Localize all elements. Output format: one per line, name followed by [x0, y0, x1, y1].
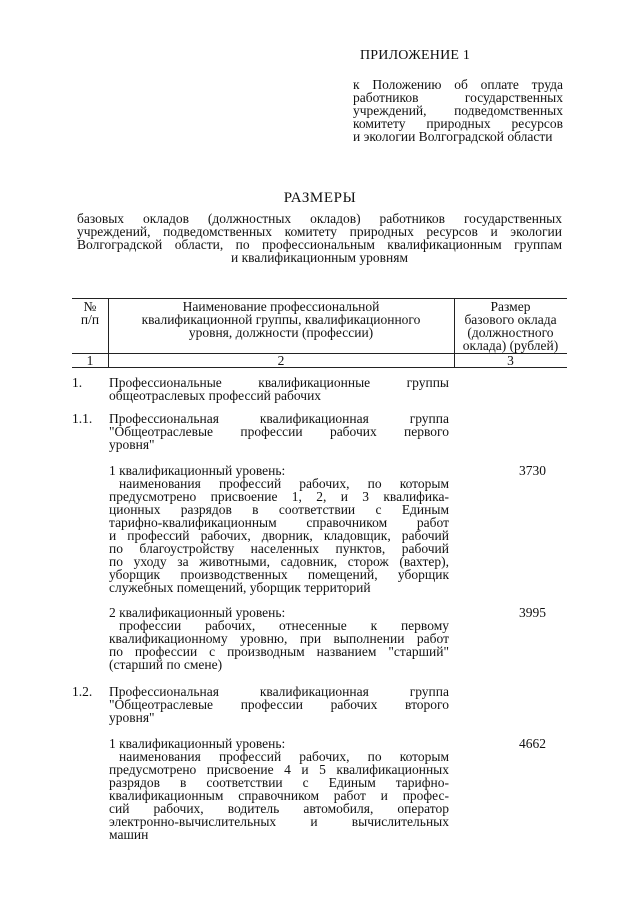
row-line: (старший по смене) — [109, 657, 223, 672]
header-salary-column — [454, 300, 567, 352]
appendix-line: к Положению об оплате труда — [353, 77, 563, 92]
appendix-title: ПРИЛОЖЕНИЕ 1 — [360, 48, 471, 63]
salary-value: 3730 — [519, 463, 546, 478]
row-line: предусмотрено присвоение 4 и 5 квалификационных — [109, 762, 449, 777]
row-line: по профессии с производным названием "старший" — [109, 644, 449, 659]
row-line: сий рабочих, водитель автомобиля, оператор — [109, 801, 449, 816]
column-number: 3 — [507, 353, 514, 368]
document-subtitle — [77, 212, 562, 264]
salary-value: 3995 — [519, 605, 546, 620]
row-line: ционных разрядов в соответствии с Единым — [109, 502, 449, 517]
row-number: 1.2. — [72, 684, 93, 699]
row-line: "Общеотраслевые профессии рабочих первого — [109, 424, 449, 439]
row-line: Профессиональная квалификационная группа — [109, 411, 449, 426]
header-text: базового оклада — [464, 312, 557, 327]
appendix-note — [353, 78, 563, 143]
header-text: квалификационной группы, квалификационного — [141, 312, 421, 327]
row-line: Профессиональная квалификационная группа — [109, 684, 449, 699]
row-line: общеотраслевых профессий рабочих — [109, 388, 322, 403]
header-name-column — [108, 300, 454, 339]
column-number: 2 — [277, 353, 285, 368]
row-line: квалификационному уровню, при выполнении работ — [109, 631, 449, 646]
appendix-line: учреждений, подведомственных — [353, 103, 563, 118]
header-text: п/п — [80, 312, 100, 327]
appendix-line: комитету природных ресурсов — [353, 116, 563, 131]
header-text: Наименование профессиональной — [182, 299, 380, 314]
qualification-level — [109, 737, 449, 841]
level-title: 2 квалификационный уровень: — [109, 605, 286, 620]
subtitle-line: и квалификационным уровням — [231, 250, 408, 265]
salary-value: 4662 — [519, 736, 546, 751]
table-bottom-border — [72, 367, 567, 368]
level-title: 1 квалификационный уровень: — [109, 736, 286, 751]
column-number: 1 — [86, 353, 94, 368]
row-line: квалификационным справочником работ и профес- — [109, 788, 449, 803]
row-line: электронно-вычислительных и вычислительных — [109, 814, 449, 829]
row-line: уборщик производственных помещений, уборщик — [109, 567, 449, 582]
level-title: 1 квалификационный уровень: — [109, 463, 286, 478]
row-line: по уходу за животными, садовник, сторож (вахтер), — [109, 554, 449, 569]
subtitle-line: Волгоградской области, по профессиональным квалификационным группам — [77, 237, 562, 252]
row-name — [109, 376, 449, 402]
header-text: оклада) (рублей) — [462, 338, 559, 353]
header-text: № — [83, 299, 97, 314]
row-line: предусмотрено присвоение 1, 2, и 3 квалифика- — [109, 489, 449, 504]
row-number: 1. — [72, 375, 83, 390]
header-text: уровня, должности (профессии) — [188, 325, 374, 340]
row-line: профессии рабочих, отнесенные к первому — [119, 618, 449, 633]
row-line: уровня" — [109, 710, 155, 725]
row-line: разрядов в соответствии с Единым тарифно- — [109, 775, 449, 790]
row-number: 1.1. — [72, 411, 93, 426]
row-line: служебных помещений, уборщик территорий — [109, 580, 371, 595]
header-text: (должностного — [467, 325, 554, 340]
row-line: машин — [109, 827, 149, 842]
row-line: наименования профессий рабочих, по которым — [119, 749, 449, 764]
row-line: и профессий рабочих, дворник, кладовщик, рабочий — [109, 528, 449, 543]
row-name — [109, 412, 449, 451]
header-number-column — [72, 300, 108, 326]
row-line: "Общеотраслевые профессии рабочих второго — [109, 697, 449, 712]
row-line: по благоустройству населенных пунктов, рабочий — [109, 541, 449, 556]
appendix-line: и экологии Волгоградской области — [353, 129, 553, 144]
appendix-line: работников государственных — [353, 90, 563, 105]
row-name — [109, 685, 449, 724]
qualification-level — [109, 464, 449, 594]
subtitle-line: учреждений, подведомственных комитету природных ресурсов и экологии — [77, 224, 562, 239]
row-line: уровня" — [109, 437, 155, 452]
document-title: РАЗМЕРЫ — [283, 190, 357, 206]
row-line: тарифно-квалификационным справочником работ — [109, 515, 449, 530]
row-line: наименования профессий рабочих, по которым — [119, 476, 449, 491]
header-text: Размер — [490, 299, 531, 314]
qualification-level — [109, 606, 449, 671]
subtitle-line: базовых окладов (должностных окладов) работников государственных — [77, 211, 562, 226]
row-line: Профессиональные квалификационные группы — [109, 375, 449, 390]
